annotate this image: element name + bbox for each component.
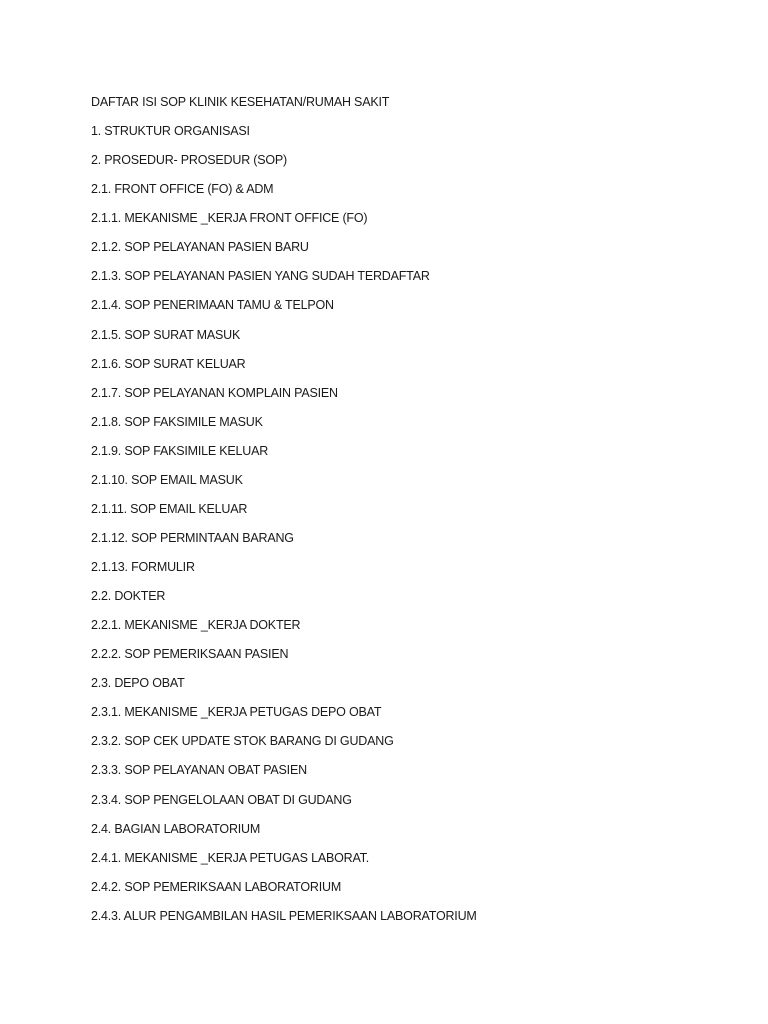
toc-item: 2.2.1. MEKANISME _KERJA DOKTER xyxy=(91,618,301,633)
toc-item: 2.1.8. SOP FAKSIMILE MASUK xyxy=(91,414,263,429)
toc-item: 2.3.2. SOP CEK UPDATE STOK BARANG DI GUDANG xyxy=(91,734,394,749)
toc-item: 2. PROSEDUR- PROSEDUR (SOP) xyxy=(91,153,288,168)
toc-item: 2.3.1. MEKANISME _KERJA PETUGAS DEPO OBAT xyxy=(91,705,382,720)
toc-item: 2.3.3. SOP PELAYANAN OBAT PASIEN xyxy=(91,763,307,778)
toc-item: 2.4.1. MEKANISME _KERJA PETUGAS LABORAT. xyxy=(91,850,369,865)
toc-item: 2.1. FRONT OFFICE (FO) & ADM xyxy=(91,182,274,197)
toc-item: 2.1.3. SOP PELAYANAN PASIEN YANG SUDAH TERDAFTAR xyxy=(91,269,430,284)
toc-item: 2.1.13. FORMULIR xyxy=(91,560,195,574)
toc-item: 2.3.4. SOP PENGELOLAAN OBAT DI GUDANG xyxy=(91,792,352,807)
document-title: DAFTAR ISI SOP KLINIK KESEHATAN/RUMAH SAKIT xyxy=(91,95,390,109)
toc-item: 2.1.7. SOP PELAYANAN KOMPLAIN PASIEN xyxy=(91,385,338,400)
toc-item: 2.1.9. SOP FAKSIMILE KELUAR xyxy=(91,443,269,458)
toc-item: 2.1.10. SOP EMAIL MASUK xyxy=(91,472,243,487)
toc-item: 2.3. DEPO OBAT xyxy=(91,676,185,691)
toc-item: 2.4.3. ALUR PENGAMBILAN HASIL PEMERIKSAAN LABORATORIUM xyxy=(91,908,477,923)
toc-item: 2.4.2. SOP PEMERIKSAAN LABORATORIUM xyxy=(91,879,342,894)
toc-item: 2.1.6. SOP SURAT KELUAR xyxy=(91,356,246,371)
toc-item: 2.4. BAGIAN LABORATORIUM xyxy=(91,821,261,836)
toc-item: 2.1.5. SOP SURAT MASUK xyxy=(91,327,241,342)
toc-item: 2.1.4. SOP PENERIMAAN TAMU & TELPON xyxy=(91,298,334,313)
toc-item: 2.2.2. SOP PEMERIKSAAN PASIEN xyxy=(91,647,289,662)
table-of-contents xyxy=(91,94,477,937)
toc-item: 2.1.2. SOP PELAYANAN PASIEN BARU xyxy=(91,240,309,255)
toc-item: 1. STRUKTUR ORGANISASI xyxy=(91,124,250,139)
toc-item: 2.2. DOKTER xyxy=(91,589,166,604)
toc-item: 2.1.1. MEKANISME _KERJA FRONT OFFICE (FO) xyxy=(91,211,368,226)
toc-item: 2.1.12. SOP PERMINTAAN BARANG xyxy=(91,530,294,545)
toc-item: 2.1.11. SOP EMAIL KELUAR xyxy=(91,501,248,516)
